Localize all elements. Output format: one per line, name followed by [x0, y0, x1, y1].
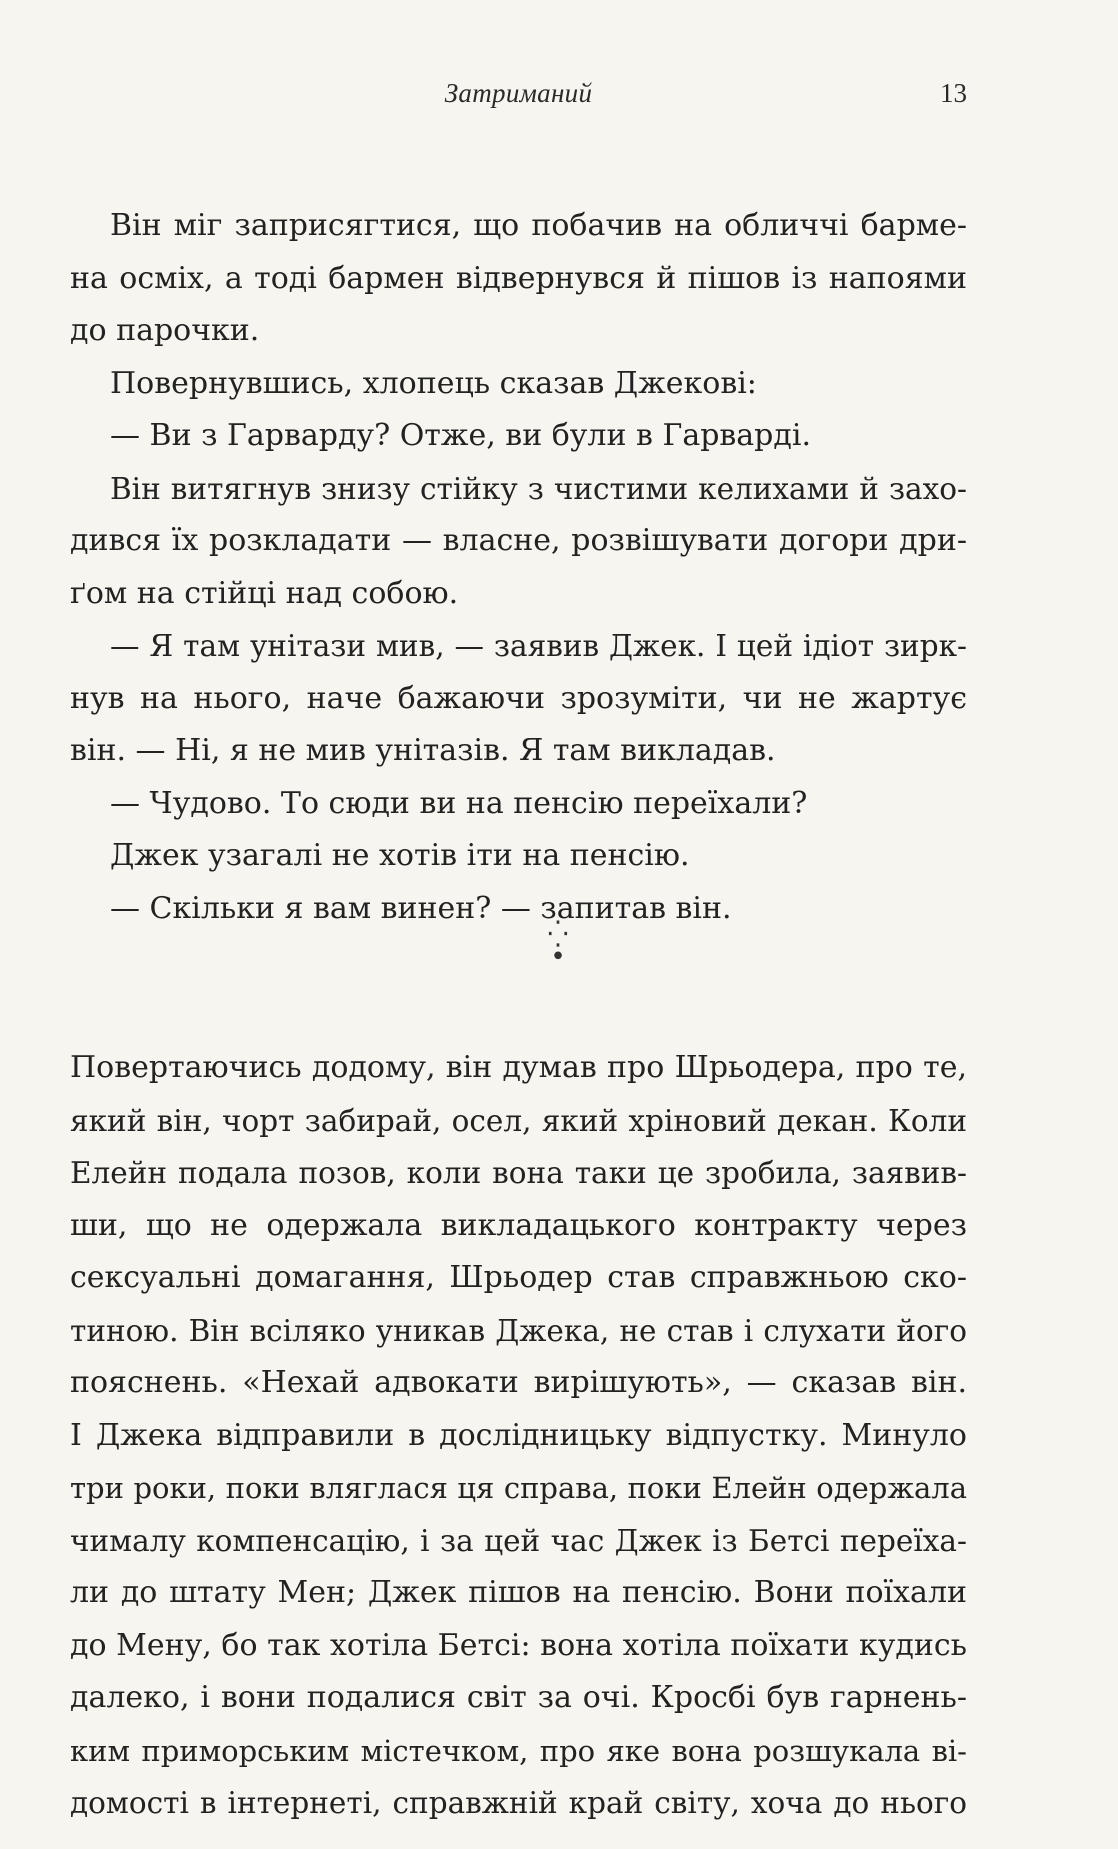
text-line: Повернувшись, хлопець сказав Джекові:: [110, 365, 757, 401]
text-line: — Чудово. То сюди ви на пенсію переїхали?: [110, 785, 808, 821]
text-line: три роки, поки вляглася ця справа, поки Елейн одержала: [70, 1471, 967, 1505]
page-number: 13: [940, 78, 967, 108]
ornament-top: ⁛: [547, 920, 569, 950]
text-line: — Скільки я вам винен? — запитав він.: [110, 890, 732, 926]
running-title: Затриманий: [444, 78, 593, 108]
text-line: домості в інтернеті, справжній край світу, хоча до нього: [70, 1786, 967, 1820]
text-line: ґом на стійці над собою.: [70, 575, 459, 611]
text-line: на осміх, а тоді бармен відвернувся й пішов із напоями: [70, 260, 967, 296]
text-line: до Мену, бо так хотіла Бетсі: вона хотіла поїхати кудись: [70, 1627, 967, 1663]
text-line: ким приморським містечком, про яке вона розшукала ві-: [70, 1733, 967, 1768]
ornament-bottom: •: [550, 942, 566, 972]
text-line: І Джека відправили в дослідницьку відпустку. Минуло: [70, 1417, 967, 1453]
text-line: далеко, і вони подалися світ за очі. Кросбі був гарнень-: [70, 1680, 967, 1715]
text-line: Повертаючись додому, він думав про Шрьодера, про те,: [70, 1050, 967, 1085]
text-line: Елейн подала позов, коли вона таки це зробила, заявив-: [70, 1156, 967, 1190]
text-line: до парочки.: [70, 313, 260, 348]
text-line: нув на нього, наче бажаючи зрозуміти, чи не жартує: [70, 680, 967, 716]
text-line: сексуальні домагання, Шрьодер став справжньою ско-: [70, 1260, 967, 1295]
text-line: Джек узагалі не хотів іти на пенсію.: [110, 838, 690, 873]
text-line: він. — Ні, я не мив унітазів. Я там викладав.: [70, 733, 776, 768]
text-line: тиною. Він всіляко уникав Джека, не став і слухати його: [70, 1313, 967, 1348]
text-line: ши, що не одержала викладацького контракту через: [70, 1207, 967, 1243]
text-line: — Ви з Гарварду? Отже, ви були в Гарварді.: [110, 418, 811, 453]
text-line: дився їх розкладати — власне, розвішувати догори дри-: [70, 523, 967, 558]
text-line: — Я там унітази мив, — заявив Джек. І цей ідіот зирк-: [110, 629, 967, 663]
text-block-top: [70, 200, 967, 935]
text-line: Він витягнув знизу стійку з чистими келихами й захо-: [110, 471, 967, 506]
text-line: ли до штату Мен; Джек пішов на пенсію. Вони поїхали: [70, 1575, 967, 1610]
section-break-ornament: [468, 920, 648, 972]
text-line: пояснень. «Нехай адвокати вирішують», — сказав він.: [70, 1365, 967, 1400]
text-line: Він міг заприсягтися, що побачив на обличчі барме-: [110, 208, 967, 243]
text-line: чималу компенсацію, і за цей час Джек із Бетсі переїха-: [70, 1523, 967, 1558]
running-head: [70, 78, 967, 118]
text-line: який він, чорт забирай, осел, який хріновий декан. Коли: [70, 1103, 967, 1138]
text-block-bottom: [70, 1042, 967, 1830]
